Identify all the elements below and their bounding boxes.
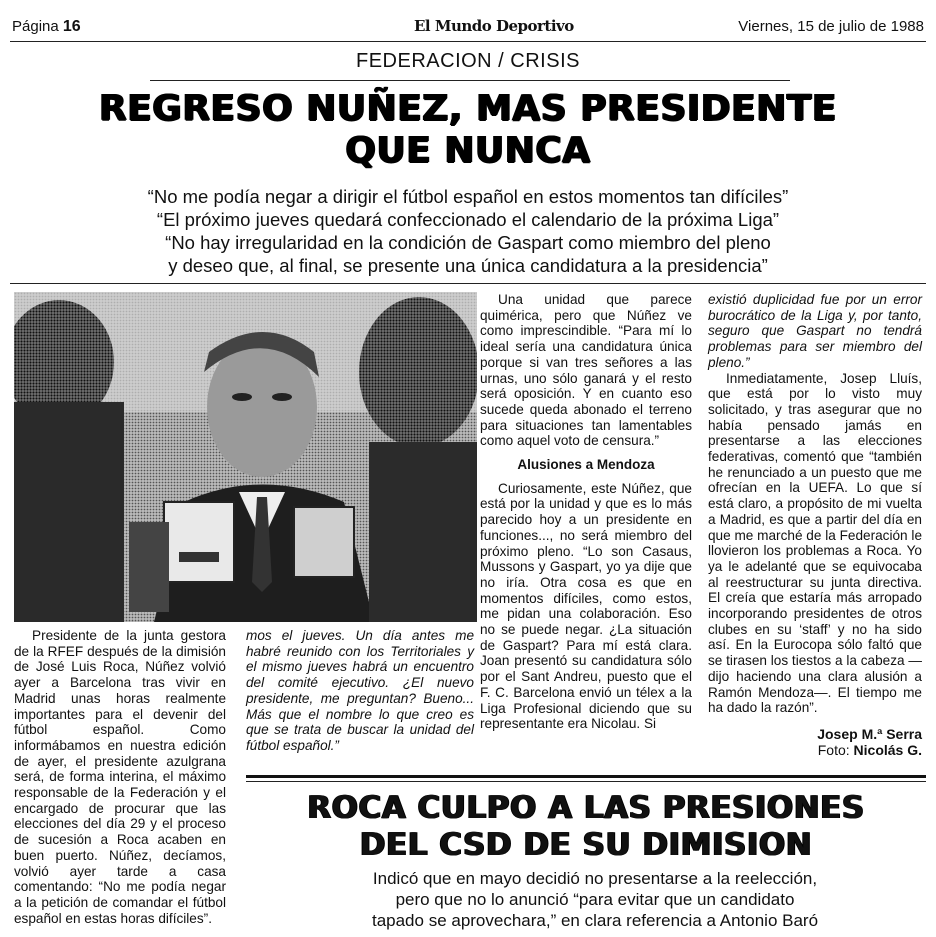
second-headline-line2: DEL CSD DE SU DIMISION <box>359 827 813 863</box>
body-paragraph: Curiosamente, este Núñez, que está por la unidad y que es lo más parecido hoy a un presidente en funciones..., no será miembro del próximo pleno. “Lo son Casaus, Mussons y Gaspart, yo ya dije que no iría. Otra cosa es que en momentos difíciles, como estos, me pidan una colaboración. Eso no se puede negar. ¿La situación de Gaspart? Para mí está clara. Joan presentó su candidatura sólo por el Sant Andreu, puesto que el F. C. Barcelona envió un télex a la Liga Profesional diciendo que su representante era Nicolau. Si <box>480 480 692 732</box>
quote-line: y deseo que, al final, se presente una única candidatura a la presidencia” <box>168 255 768 276</box>
issue-date: Viernes, 15 de julio de 1988 <box>738 18 924 35</box>
body-column-1 <box>14 628 226 926</box>
quote-deck <box>0 185 936 277</box>
press-photo-image <box>14 292 477 622</box>
body-column-4 <box>708 292 922 758</box>
quote-line: “No me podía negar a dirigir el fútbol español en estos momentos tan difíciles” <box>147 186 789 207</box>
article-separator-thin <box>246 781 926 782</box>
deck-rule <box>10 283 926 284</box>
second-deck-line: Indicó que en mayo decidió no presentarse a la reelección, <box>372 869 818 888</box>
second-deck-line: tapado se aprovechara,” en clara referencia a Antonio Baró <box>371 911 819 930</box>
photo-credit <box>708 742 922 758</box>
header-rule <box>10 41 926 42</box>
main-headline <box>0 88 936 172</box>
press-photo <box>14 292 477 622</box>
second-deck-line: pero que no lo anunció “para evitar que un candidato <box>395 890 795 909</box>
body-paragraph: Inmediatamente, Josep Lluís, que está por lo visto muy solicitado, y tras asegurar que no había pensado jamás en presentarse a las elecciones federativas, comentó que “también he renunciado a un puesto que me ofrecían en la UEFA. Lo que sí está claro, a propósito de mi vuelta a Madrid, es que a partir del día en que me marché de la Federación le llovieron los problemas a Roca. Yo ya le adelanté que se equivocaba al reestructurar su junta directiva. El creía que estaría más arropado incorporando presidentes de otros clubes en su ‘staff’ y no ha sido así. En la Eurocopa sólo faltó que se tirasen los tiestos a la cabeza —dijo haciendo una clara alusión a Ramón Mendoza—. El tiempo me ha dado la razón”. <box>708 370 922 716</box>
body-column-2 <box>246 628 474 754</box>
page-label-text: Página <box>12 18 59 35</box>
photo-credit-label: Foto: <box>817 741 850 758</box>
second-headline <box>246 790 926 864</box>
body-paragraph: mos el jueves. Un día antes me habré reunido con los Territoriales y el mismo jueves habrá un encuentro del comité ejecutivo. ¿El nuevo presidente, me preguntan? Bueno... Más que el nombre lo que creo es que se trata de buscar la unidad del fútbol español.” <box>246 628 474 753</box>
byline <box>708 726 922 758</box>
second-deck <box>255 868 935 931</box>
body-paragraph: Una unidad que parece quimérica, pero que Núñez ve como imprescindible. “Para mí lo ideal sería una candidatura única porque si van tres señores a las urnas, uno sólo ganará y el resto será oposición. Y en cuanto eso sucede queda abonado el terreno para situaciones tan lamentables como aquel voto de censura.” <box>480 292 692 449</box>
quote-line: “El próximo jueves quedará confeccionado el calendario de la próxima Liga” <box>156 209 780 230</box>
second-headline-line1: ROCA CULPO A LAS PRESIONES <box>307 790 865 826</box>
main-headline-line2: QUE NUNCA <box>345 130 591 171</box>
quote-line: “No hay irregularidad en la condición de Gaspart como miembro del pleno <box>165 232 771 253</box>
body-paragraph: Presidente de la junta gestora de la RFEF después de la dimisión de José Luis Roca, Núñez volvió ayer a Barcelona tras vivir en Madrid unas horas realmente importantes para el devenir del fútbol español. Como informábamos en nuestra edición de ayer, el presidente azulgrana será, de forma interina, el máximo responsable de la Federación y el encargado de procurar que las elecciones del día 29 y el proceso de sucesión a Roca acaben en buen puerto. Núñez, decíamos, volvió ayer tarde a casa comentando: “No me podía negar a la petición de comandar el fútbol español en estas horas difíciles”. <box>14 628 226 926</box>
article-separator <box>246 775 926 778</box>
section-rule <box>150 80 790 81</box>
main-headline-line1: REGRESO NUÑEZ, MAS PRESIDENTE <box>98 88 838 129</box>
section-label: FEDERACION / CRISIS <box>356 50 580 72</box>
subheading: Alusiones a Mendoza <box>517 457 655 473</box>
photo-credit-name: Nicolás G. <box>853 741 922 758</box>
page-number: 16 <box>62 18 81 35</box>
page-label <box>12 18 81 36</box>
byline-author: Josep M.ª Serra <box>817 725 922 742</box>
masthead: El Mundo Deportivo <box>414 17 574 35</box>
body-column-3 <box>480 292 692 732</box>
body-paragraph: existió duplicidad fue por un error burocrático de la Liga y, por tanto, seguro que Gaspart no tendrá problemas para ser miembro del pleno.” <box>708 292 922 370</box>
